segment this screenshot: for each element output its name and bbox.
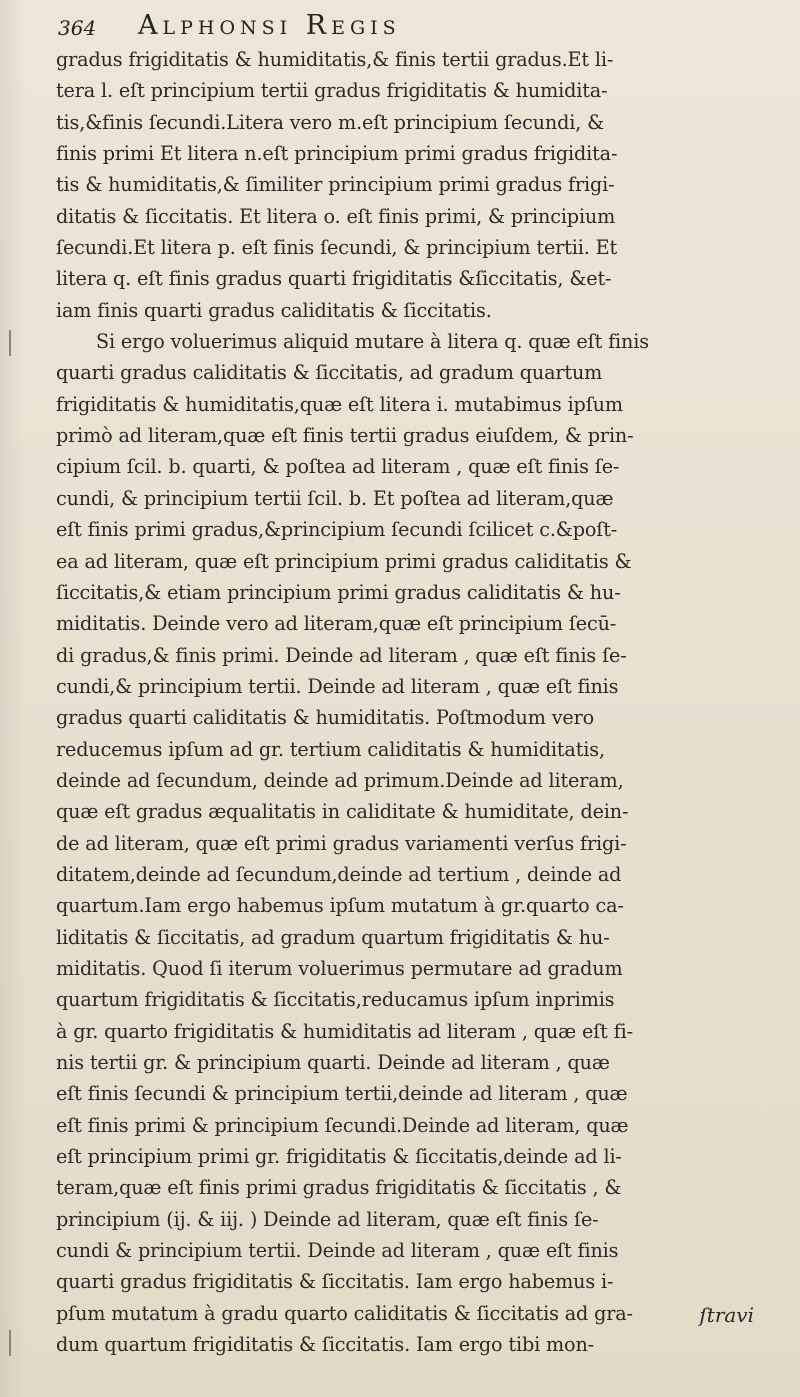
text-line: cundi, & principium tertii ſcil. b. Et poſtea ad literam,quæ [56,486,614,510]
text-line: teram,quæ eſt finis primi gradus frigiditatis & ſiccitatis , & [56,1176,622,1200]
text-line: tera l. eſt principium tertii gradus frigiditatis & humidita- [56,79,608,103]
text-line: de ad literam, quæ eſt primi gradus variamenti verſus frigi- [56,831,627,855]
text-line: ditatis & ſiccitatis. Et litera o. eſt finis primi, & principium [56,204,616,228]
page-number: 364 [58,16,97,40]
text-line: tis & humiditatis,& ſimiliter principium primi gradus frigi- [56,173,615,197]
text-line: quæ eſt gradus æqualitatis in caliditate & humiditate, dein- [56,800,629,824]
paragraph [56,326,746,1360]
text-line: deinde ad ſecundum, deinde ad primum.Deinde ad literam, [56,768,624,792]
text-line: miditatis. Deinde vero ad literam,quæ eſt principium ſecū- [56,612,617,636]
text-line: pſum mutatum à gradu quarto caliditatis & ſiccitatis ad gra- [56,1301,633,1325]
text-line: ſecundi.Et litera p. eſt finis ſecundi, & principium tertii. Et [56,236,618,260]
text-line: litera q. eſt finis gradus quarti frigiditatis &ſiccitatis, &et- [56,267,612,291]
text-line: cundi,& principium tertii. Deinde ad literam , quæ eſt finis [56,674,619,698]
paragraph [56,44,746,326]
text-line: reducemus ipſum ad gr. tertium caliditatis & humiditatis, [56,737,605,761]
text-line: ditatem,deinde ad ſecundum,deinde ad tertium , deinde ad [56,862,622,886]
text-line: cipium ſcil. b. quarti, & poſtea ad literam , quæ eſt finis ſe- [56,455,620,479]
text-line: eſt finis primi & principium ſecundi.Deinde ad literam, quæ [56,1113,629,1137]
text-line: dum quartum frigiditatis & ſiccitatis. Iam ergo tibi mon- [56,1333,595,1357]
text-line: gradus quarti caliditatis & humiditatis. Poſtmodum vero [56,706,595,730]
text-line: nis tertii gr. & principium quarti. Deinde ad literam , quæ [56,1051,610,1074]
text-line: cundi & principium tertii. Deinde ad literam , quæ eſt finis [56,1239,619,1263]
text-line: principium (ij. & iij. ) Deinde ad literam, quæ eſt finis ſe- [56,1207,599,1231]
text-line: eſt finis ſecundi & principium tertii,deinde ad literam , quæ [56,1082,628,1106]
text-line: liditatis & ſiccitatis, ad gradum quartum frigiditatis & hu- [56,925,610,949]
text-line: di gradus,& finis primi. Deinde ad literam , quæ eſt finis ſe- [56,643,627,667]
text-line: miditatis. Quod ſi iterum voluerimus permutare ad gradum [56,956,623,980]
text-line: ſiccitatis,& etiam principium primi gradus caliditatis & hu- [56,580,621,604]
body-text [56,44,746,1360]
text-line: Si ergo voluerimus aliquid mutare à litera q. quæ eſt finis [96,330,649,354]
text-line: primò ad literam,quæ eſt finis tertii gradus eiuſdem, & prin- [56,424,634,448]
text-line: eſt principium primi gr. frigiditatis & ſiccitatis,deinde ad li- [56,1145,622,1169]
catchword: ſtravi [699,1303,754,1327]
text-line: frigiditatis & humiditatis,quæ eſt litera i. mutabimus ipſum [56,392,623,416]
text-line: quarti gradus frigiditatis & ſiccitatis. Iam ergo habemus i- [56,1270,614,1294]
text-line: iam finis quarti gradus caliditatis & ſiccitatis. [56,298,492,322]
text-line: ea ad literam, quæ eſt principium primi gradus caliditatis & [56,549,632,573]
page-edge-mark [9,330,11,356]
text-line: tis,&finis ſecundi.Litera vero m.eſt principium ſecundi, & [56,110,605,134]
text-line: eſt finis primi gradus,&principium ſecundi ſcilicet c.&poſt- [56,518,618,542]
running-head: Alphonsi Regis [138,10,401,41]
page-header [58,6,618,46]
text-line: à gr. quarto frigiditatis & humiditatis ad literam , quæ eſt fi- [56,1019,633,1043]
text-line: gradus frigiditatis & humiditatis,& finis tertii gradus.Et li- [56,48,614,71]
page-edge-mark [9,1330,11,1356]
text-line: finis primi Et litera n.eſt principium primi gradus frigidita- [56,142,618,166]
text-line: quartum.Iam ergo habemus ipſum mutatum à gr.quarto ca- [56,894,624,918]
text-line: quartum frigiditatis & ſiccitatis,reducamus ipſum inprimis [56,988,615,1012]
text-line: quarti gradus caliditatis & ſiccitatis, ad gradum quartum [56,361,603,385]
